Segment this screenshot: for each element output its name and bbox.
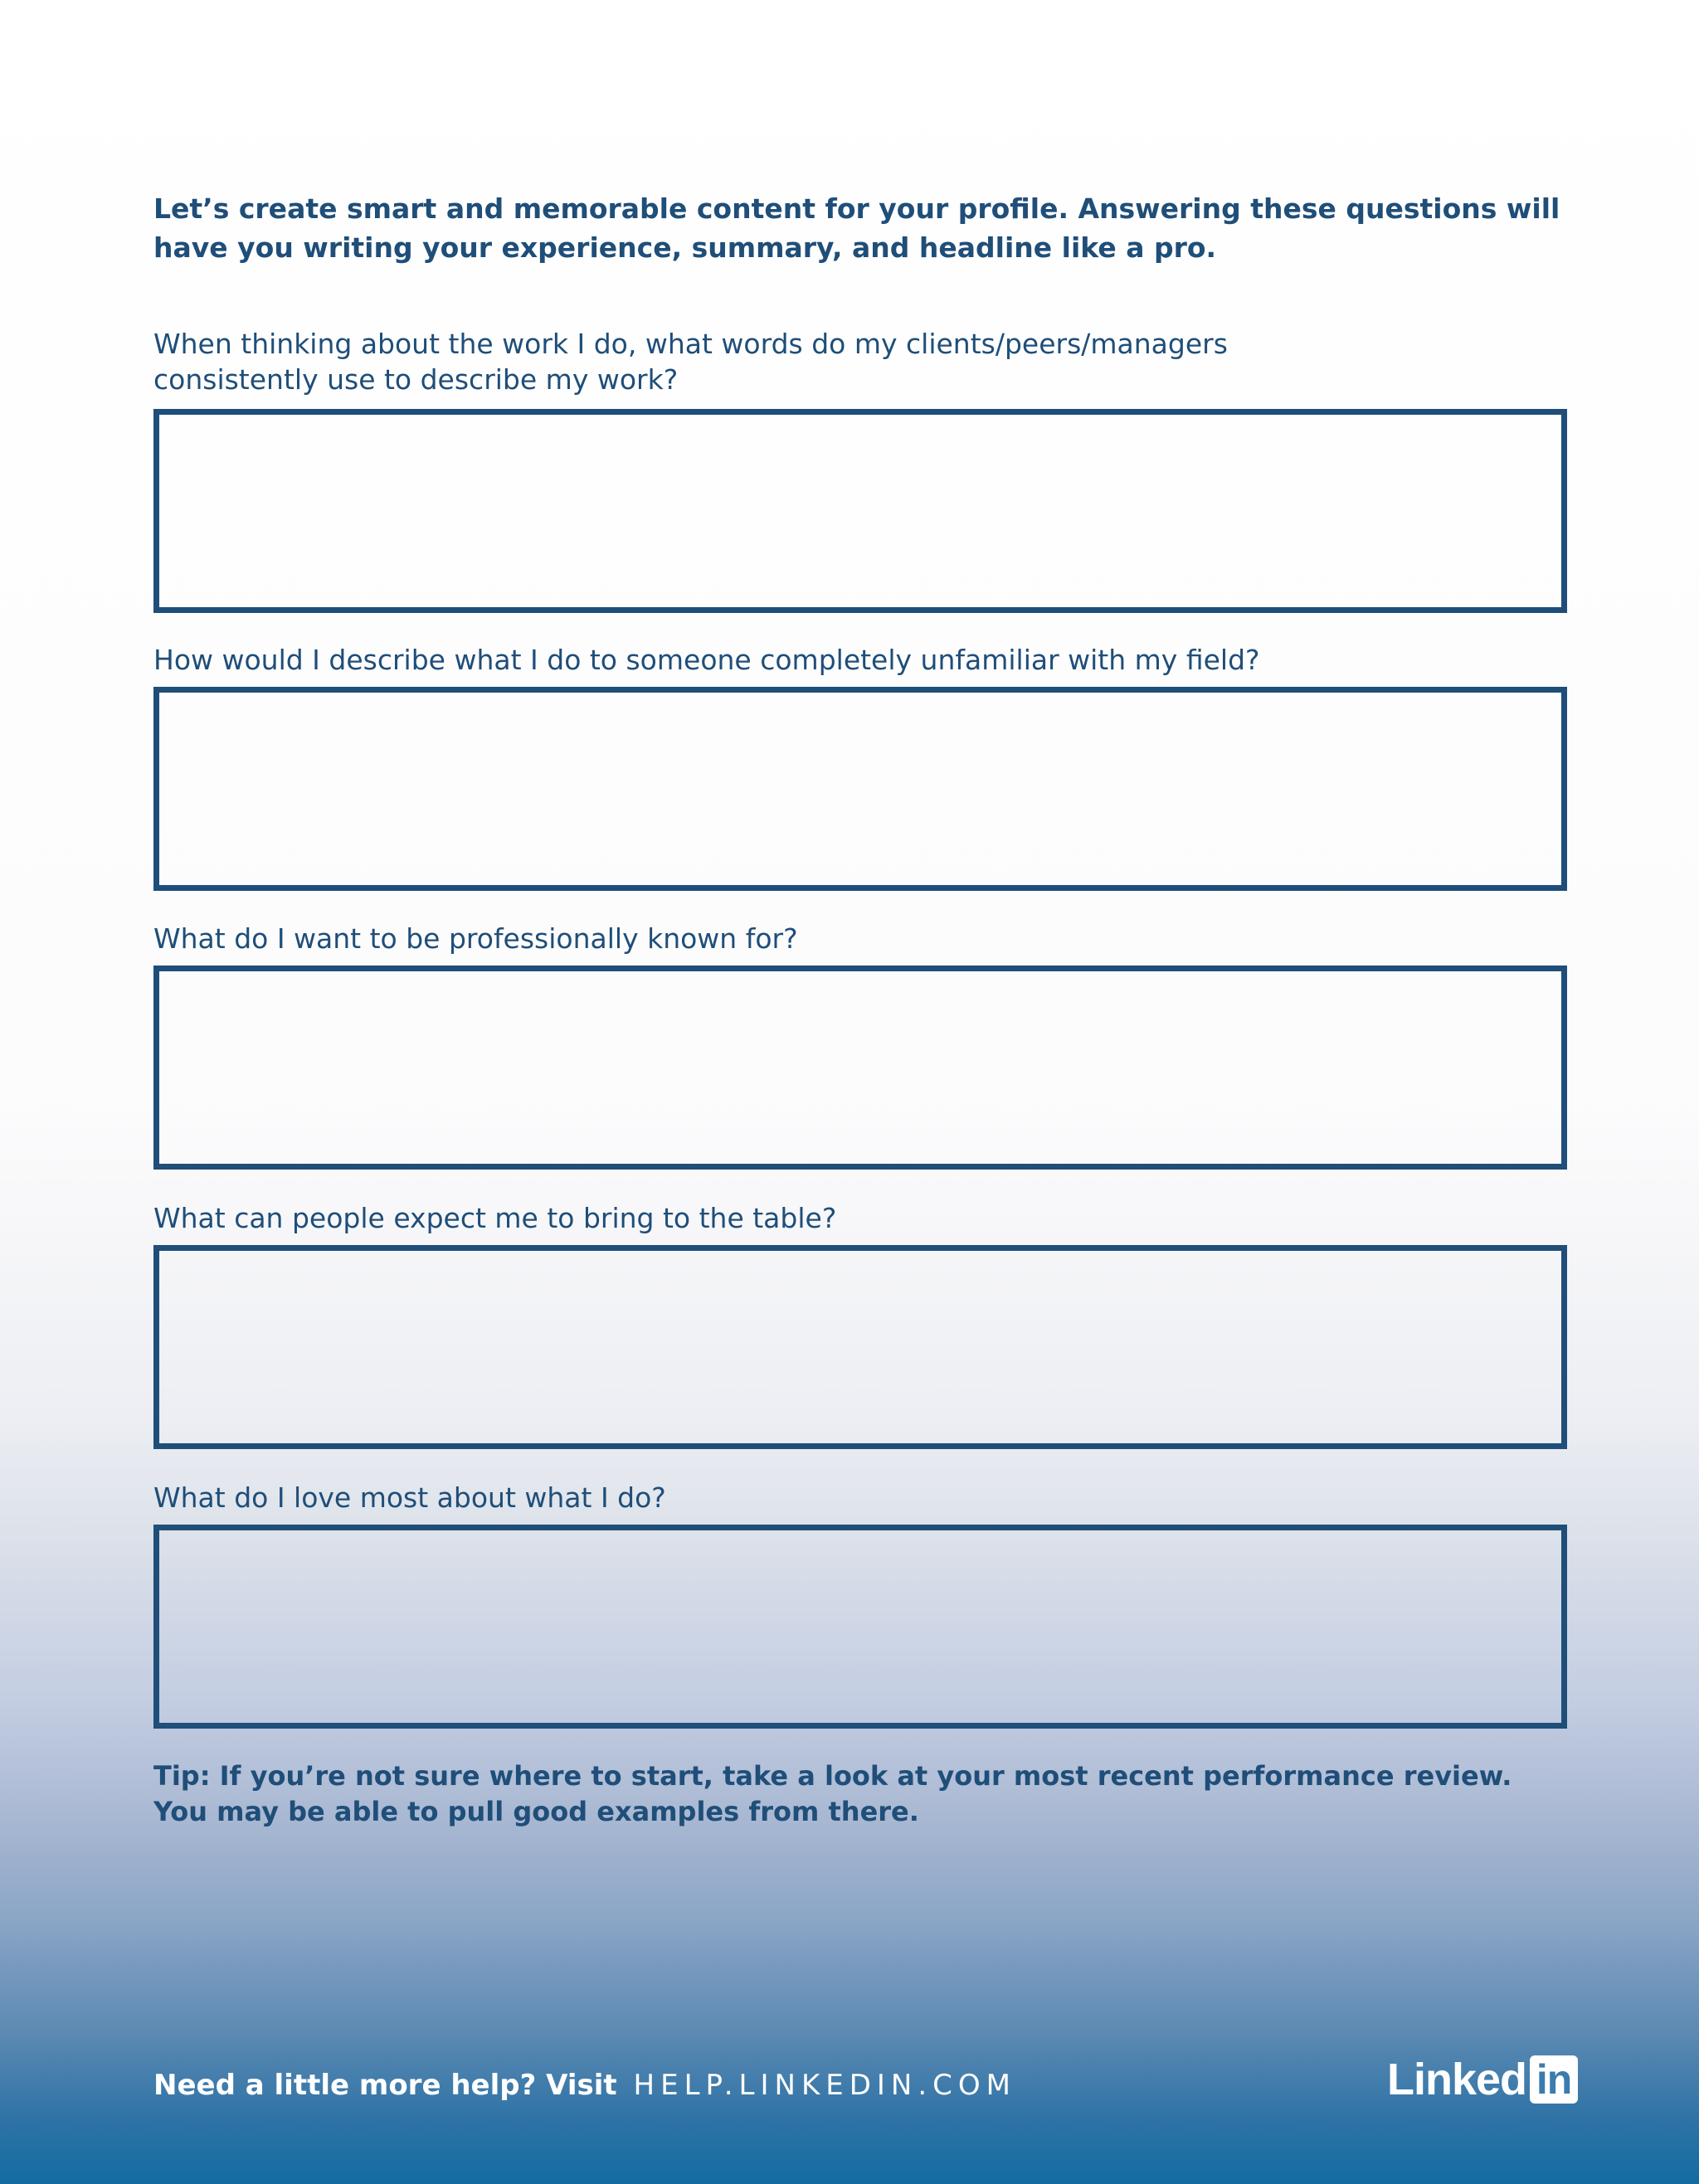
logo-in-box: in bbox=[1530, 2055, 1578, 2104]
footer-help bbox=[153, 2065, 1016, 2105]
logo-word: Linked bbox=[1387, 2055, 1527, 2104]
footer-help-text: Need a little more help? Visit bbox=[153, 2069, 617, 2102]
answer-box-1[interactable] bbox=[153, 409, 1567, 613]
question-3-label: What do I want to be professionally known for? bbox=[153, 922, 798, 955]
help-link[interactable]: HELP.LINKEDIN.COM bbox=[633, 2069, 1017, 2102]
answer-box-5[interactable] bbox=[153, 1525, 1567, 1729]
answer-box-4[interactable] bbox=[153, 1245, 1567, 1449]
answer-box-2[interactable] bbox=[153, 687, 1567, 891]
answer-box-3[interactable] bbox=[153, 966, 1567, 1170]
intro-text: Let’s create smart and memorable content for your profile. Answering these questions will have you writing your experience, summary, and headline like a pro. bbox=[153, 192, 1560, 264]
tip-text: Tip: If you’re not sure where to start, take a look at your most recent performance review. You may be able to pull good examples from there. bbox=[153, 1760, 1512, 1827]
question-4-label: What can people expect me to bring to the table? bbox=[153, 1202, 837, 1234]
linkedin-logo bbox=[1387, 2055, 1578, 2104]
question-1-label: When thinking about the work I do, what words do my clients/peers/managers consistently use to describe my work? bbox=[153, 328, 1228, 396]
question-5-label: What do I love most about what I do? bbox=[153, 1481, 666, 1514]
question-2-label: How would I describe what I do to someone completely unfamiliar with my field? bbox=[153, 644, 1260, 676]
